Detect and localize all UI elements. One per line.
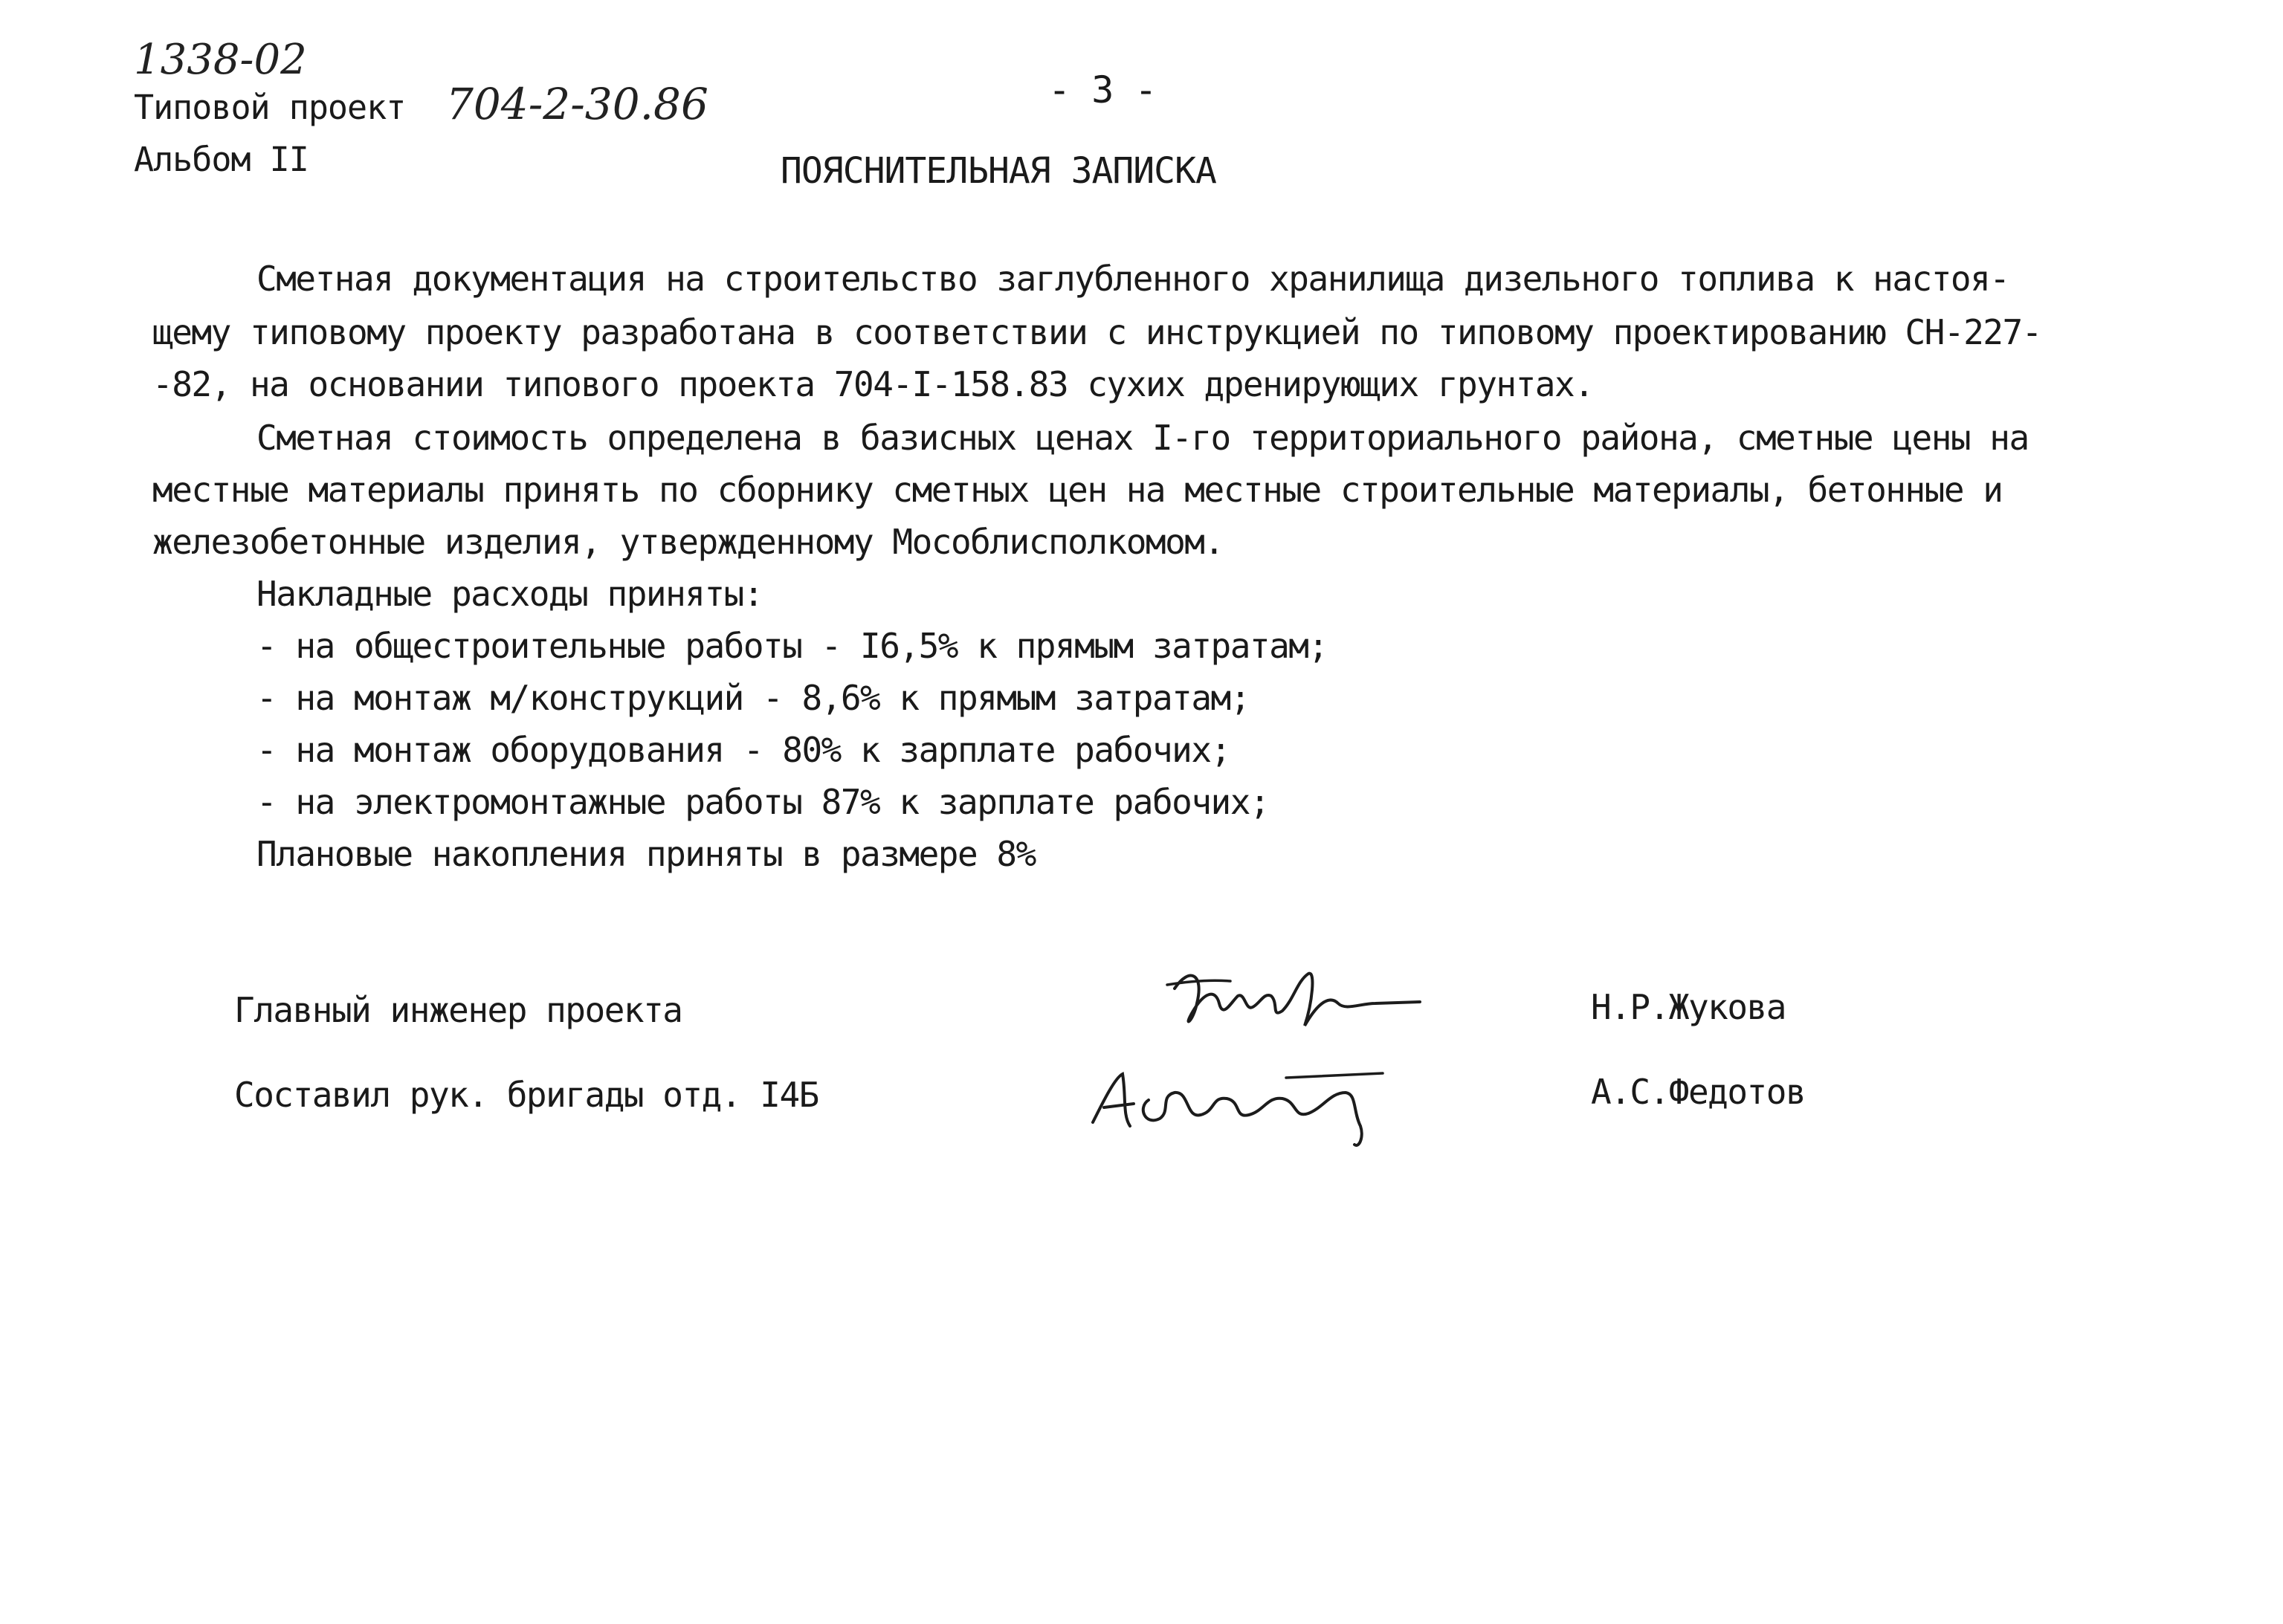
compiler-name: А.С.Федотов: [1591, 1072, 1806, 1112]
chief-engineer-role: Главный инженер проекта: [234, 990, 682, 1030]
overhead-item: - на монтаж оборудования - 80% к зарплате рабочих;: [256, 730, 1230, 770]
overhead-item: - на монтаж м/конструкций - 8,6% к прямым затратам;: [256, 678, 1250, 718]
project-label: Типовой проект: [134, 88, 406, 127]
project-number: 704-2-30.86: [446, 79, 708, 129]
overhead-item: - на общестроительные работы - I6,5% к прямым затратам;: [256, 626, 1328, 666]
overhead-item: - на электромонтажные работы 87% к зарплате рабочих;: [256, 782, 1270, 822]
document-title: ПОЯСНИТЕЛЬНАЯ ЗАПИСКА: [781, 150, 1216, 192]
paragraph2-line: местные материалы принять по сборнику сметных цен на местные строительные материалы, бетонные и: [152, 470, 2003, 510]
archive-number: 1338-02: [134, 36, 307, 84]
chief-engineer-name: Н.Р.Жукова: [1591, 987, 1786, 1027]
paragraph1-line: -82, на основании типового проекта 704-I-158.83 сухих дренирующих грунтах.: [152, 364, 1594, 404]
paragraph1-line: щему типовому проекту разработана в соответствии с инструкцией по типовому проектированию СН-227-: [152, 312, 2041, 352]
album-label: Альбом II: [134, 140, 309, 179]
paragraph2-line: Сметная стоимость определена в базисных ценах I-го территориального района, сметные цены на: [256, 418, 2029, 458]
compiler-signature: [1078, 1055, 1398, 1159]
page-number: - 3 -: [1048, 68, 1157, 111]
overheads-heading: Накладные расходы приняты:: [256, 574, 763, 614]
chief-engineer-signature: [1160, 959, 1435, 1048]
paragraph2-line: железобетонные изделия, утвержденному Мособлисполкомом.: [152, 522, 1224, 562]
paragraph1-line: Сметная документация на строительство заглубленного хранилища дизельного топлива к настоя-: [256, 259, 2009, 299]
planned-savings: Плановые накопления приняты в размере 8%: [256, 834, 1036, 874]
compiler-role: Составил рук. бригады отд. I4Б: [234, 1075, 818, 1115]
